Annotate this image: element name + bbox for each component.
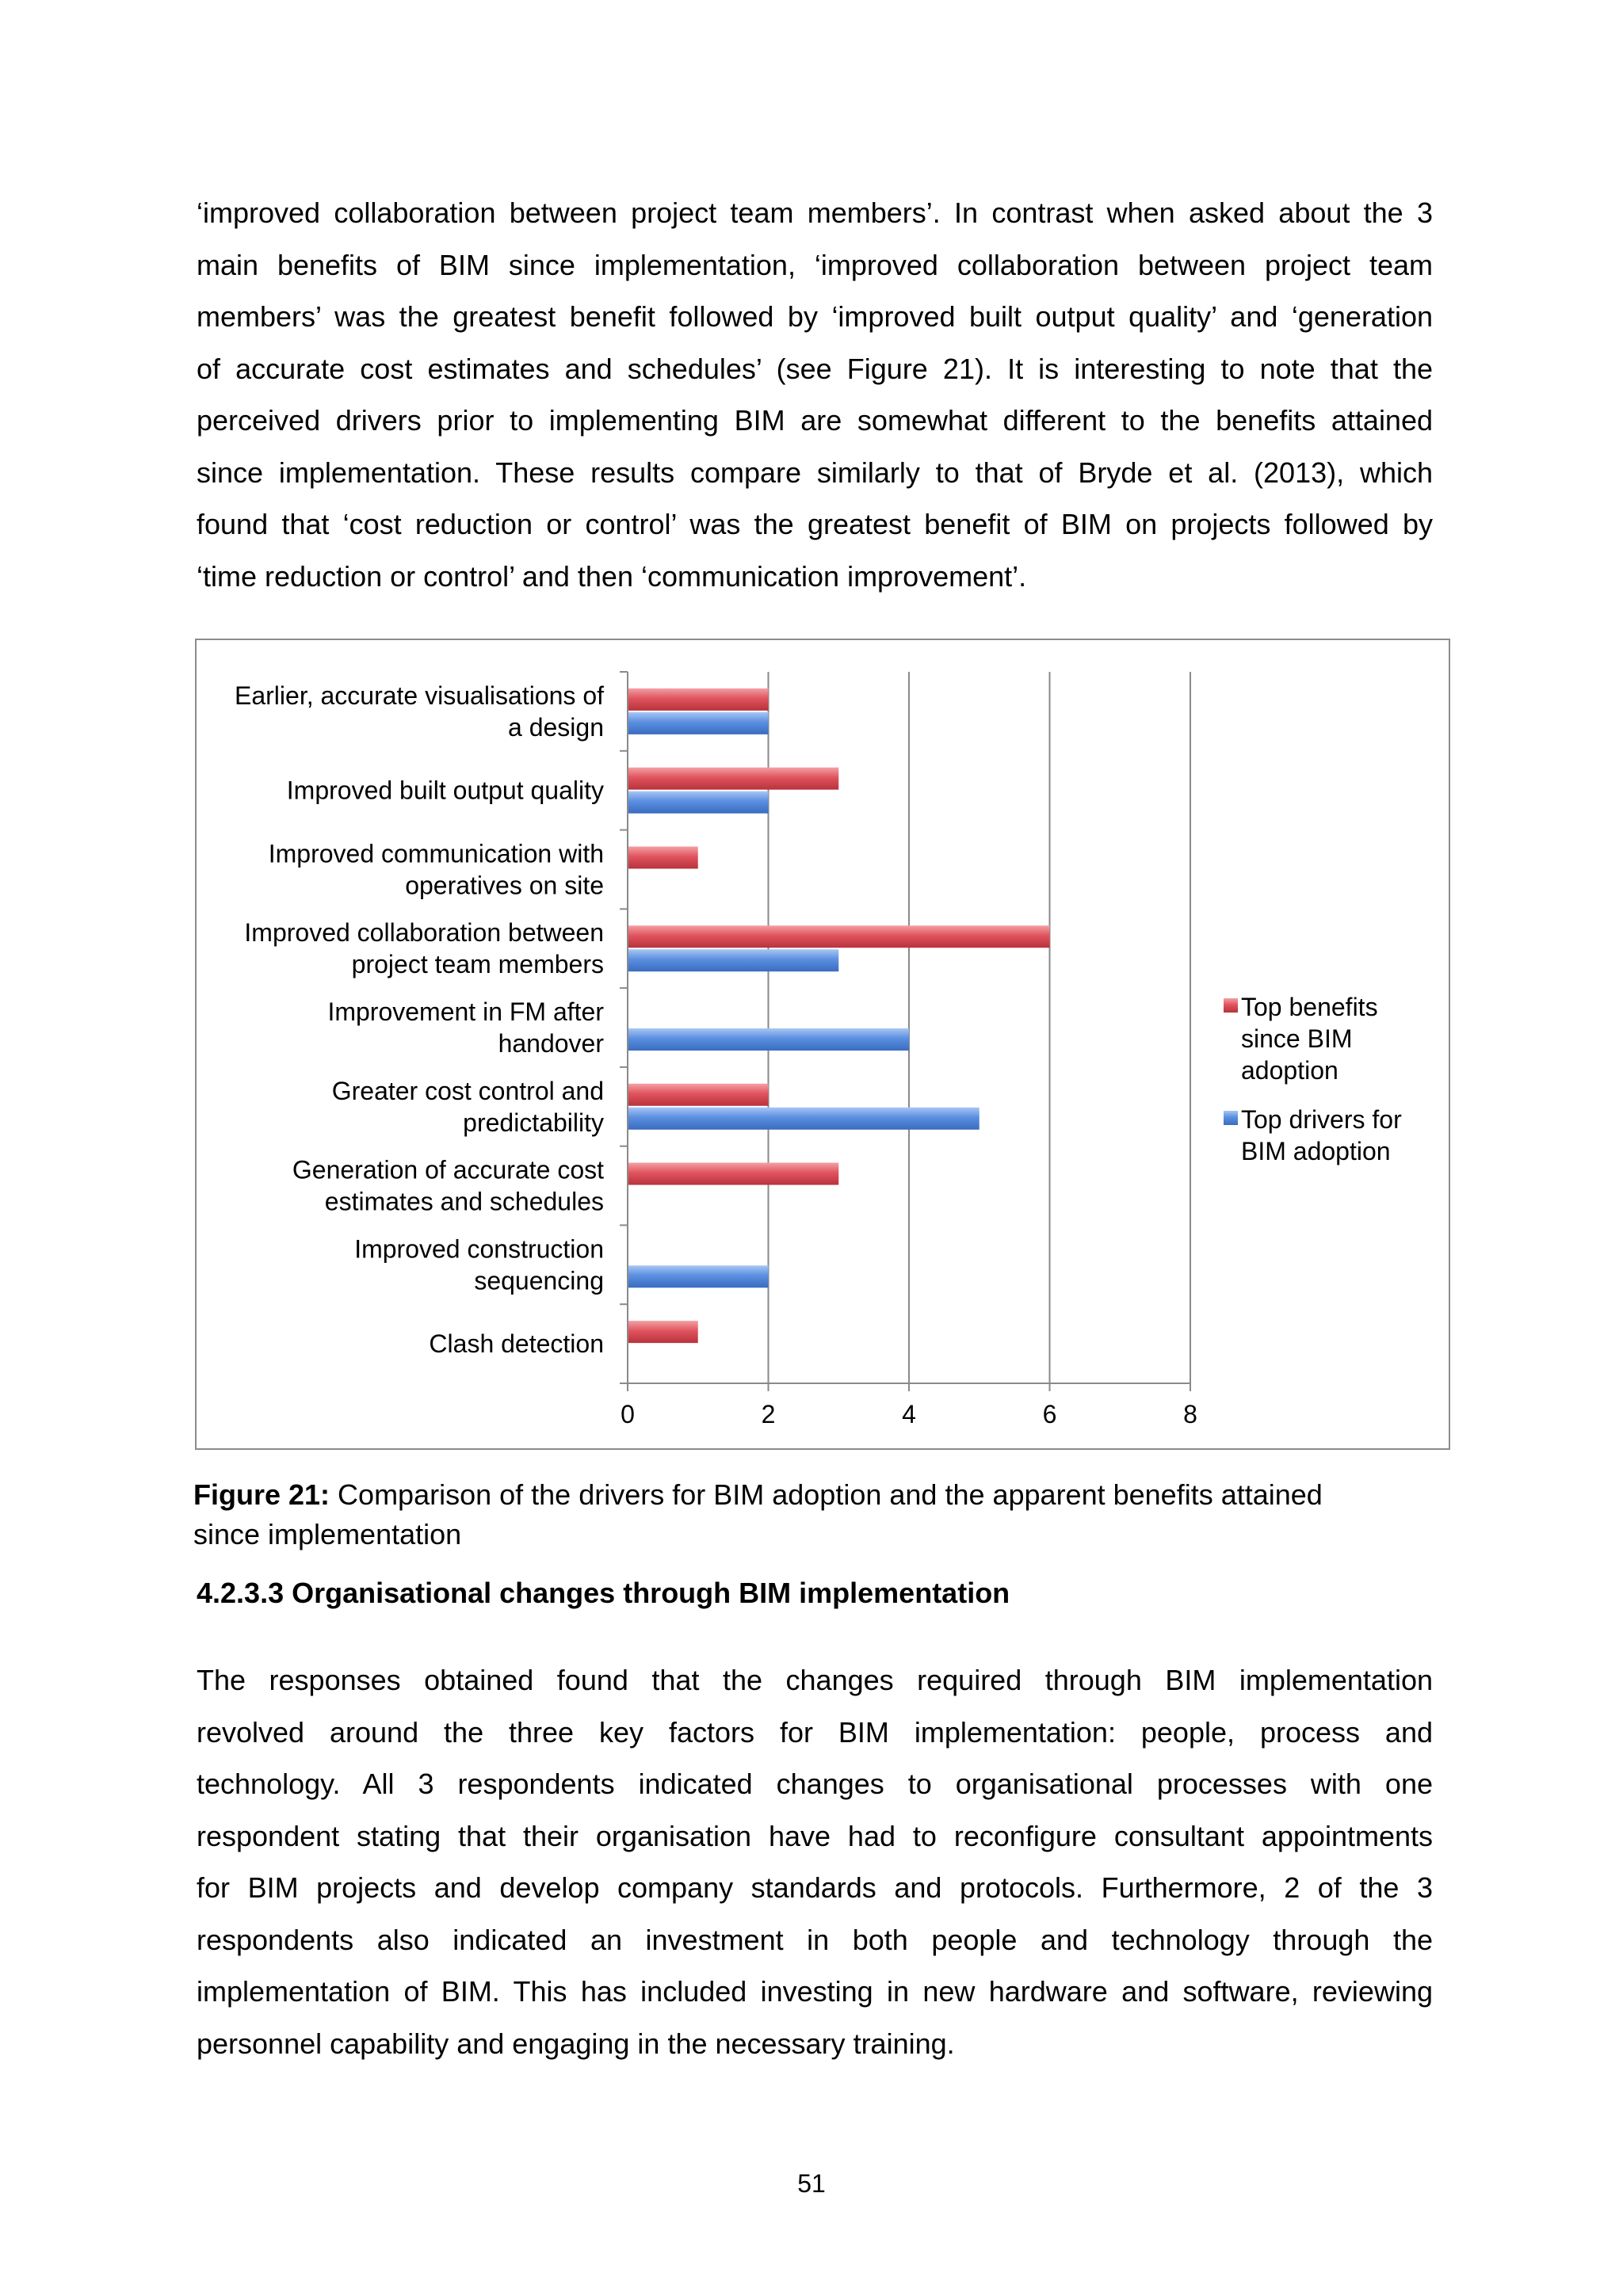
bar-top-driver	[628, 1028, 909, 1051]
paragraph-line: since implementation. These results compare similarly to that of Bryde et al. (2013), which	[197, 456, 1433, 489]
bar-top-benefit	[628, 846, 698, 868]
paragraph-line: ‘time reduction or control’ and then ‘communication improvement’.	[197, 559, 1027, 593]
legend-swatch-benefits	[1224, 998, 1238, 1013]
category-label: handover	[498, 1029, 604, 1058]
paragraph-line: found that ‘cost reduction or control’ was the greatest benefit of BIM on projects followed by	[197, 508, 1433, 540]
category-label: Improved collaboration between	[244, 918, 604, 948]
paragraph-line: personnel capability and engaging in the necessary training.	[197, 2027, 955, 2060]
bar-top-benefit	[628, 1084, 769, 1106]
figure-21-chart	[195, 639, 1450, 1450]
paragraph-line: revolved around the three key factors for BIM implementation: people, process and	[197, 1715, 1433, 1749]
x-tick-label: 0	[621, 1400, 635, 1428]
paragraph-line: perceived drivers prior to implementing BIM are somewhat different to the benefits attained	[197, 404, 1433, 437]
legend-label: Top benefits	[1241, 993, 1378, 1021]
category-label: sequencing	[474, 1266, 604, 1295]
paragraph-line: The responses obtained found that the changes required through BIM implementation	[197, 1664, 1433, 1696]
category-label: Greater cost control and	[331, 1076, 604, 1105]
x-tick-label: 4	[902, 1400, 916, 1428]
bar-top-driver	[628, 791, 769, 814]
paragraph-line: technology. All 3 respondents indicated changes to organisational processes with one	[197, 1768, 1433, 1800]
paragraph-line: of accurate cost estimates and schedules’ (see Figure 21). It is interesting to note that the	[197, 352, 1433, 385]
legend-label: BIM adoption	[1241, 1137, 1391, 1165]
legend-swatch-drivers	[1224, 1111, 1238, 1125]
paragraph-line: main benefits of BIM since implementation, ‘improved collaboration between project team	[197, 248, 1433, 281]
bar-top-benefit	[628, 1321, 698, 1343]
caption-label: Figure 21:	[193, 1478, 330, 1511]
category-label: Improvement in FM after	[327, 997, 604, 1026]
caption-text-line2: since implementation	[193, 1518, 462, 1550]
category-label: operatives on site	[405, 871, 604, 900]
paragraph-line: ‘improved collaboration between project team members’. In contrast when asked about the 3	[197, 196, 1433, 229]
bar-top-driver	[628, 949, 838, 971]
caption-text-line1: Comparison of the drivers for BIM adoption and the apparent benefits attained	[330, 1478, 1323, 1511]
category-label: Improved built output quality	[286, 776, 604, 805]
category-label: Improved construction	[354, 1234, 604, 1264]
x-tick-label: 8	[1183, 1400, 1197, 1428]
paragraph-line: for BIM projects and develop company standards and protocols. Furthermore, 2 of the 3	[197, 1871, 1433, 1904]
legend-label: adoption	[1241, 1056, 1338, 1085]
bar-top-benefit	[628, 768, 838, 790]
category-label: estimates and schedules	[324, 1187, 604, 1216]
paragraph-line: members’ was the greatest benefit followed by ‘improved built output quality’ and ‘generation	[197, 300, 1433, 333]
category-label: a design	[508, 712, 604, 742]
x-tick-label: 6	[1042, 1400, 1057, 1428]
bar-chart	[197, 640, 1449, 1448]
legend-label: Top drivers for	[1241, 1105, 1402, 1134]
page-number: 51	[797, 2169, 826, 2198]
paragraph-line: respondents also indicated an investment in both people and technology through the	[197, 1923, 1433, 1956]
legend-label: since BIM	[1241, 1024, 1353, 1053]
x-tick-label: 2	[761, 1400, 776, 1428]
paragraph-line: respondent stating that their organisation have had to reconfigure consultant appointments	[197, 1819, 1433, 1852]
paragraph-line: implementation of BIM. This has included investing in new hardware and software, reviewing	[197, 1975, 1433, 2008]
bar-top-driver	[628, 1265, 769, 1287]
bar-top-benefit	[628, 688, 769, 711]
category-label: Clash detection	[429, 1329, 604, 1359]
figure-caption	[193, 1475, 1445, 1554]
body-paragraph-1	[197, 187, 1433, 602]
bar-top-driver	[628, 712, 769, 734]
bar-top-benefit	[628, 1163, 838, 1185]
category-label: project team members	[351, 950, 604, 979]
body-paragraph-2	[197, 1654, 1433, 2069]
bar-top-driver	[628, 1108, 980, 1130]
category-label: Generation of accurate cost	[292, 1155, 604, 1184]
category-label: Earlier, accurate visualisations of	[235, 681, 604, 710]
section-heading: 4.2.3.3 Organisational changes through BIM implementation	[197, 1577, 1010, 1609]
bar-top-benefit	[628, 925, 1050, 948]
category-label: predictability	[463, 1108, 604, 1137]
category-label: Improved communication with	[268, 839, 604, 868]
